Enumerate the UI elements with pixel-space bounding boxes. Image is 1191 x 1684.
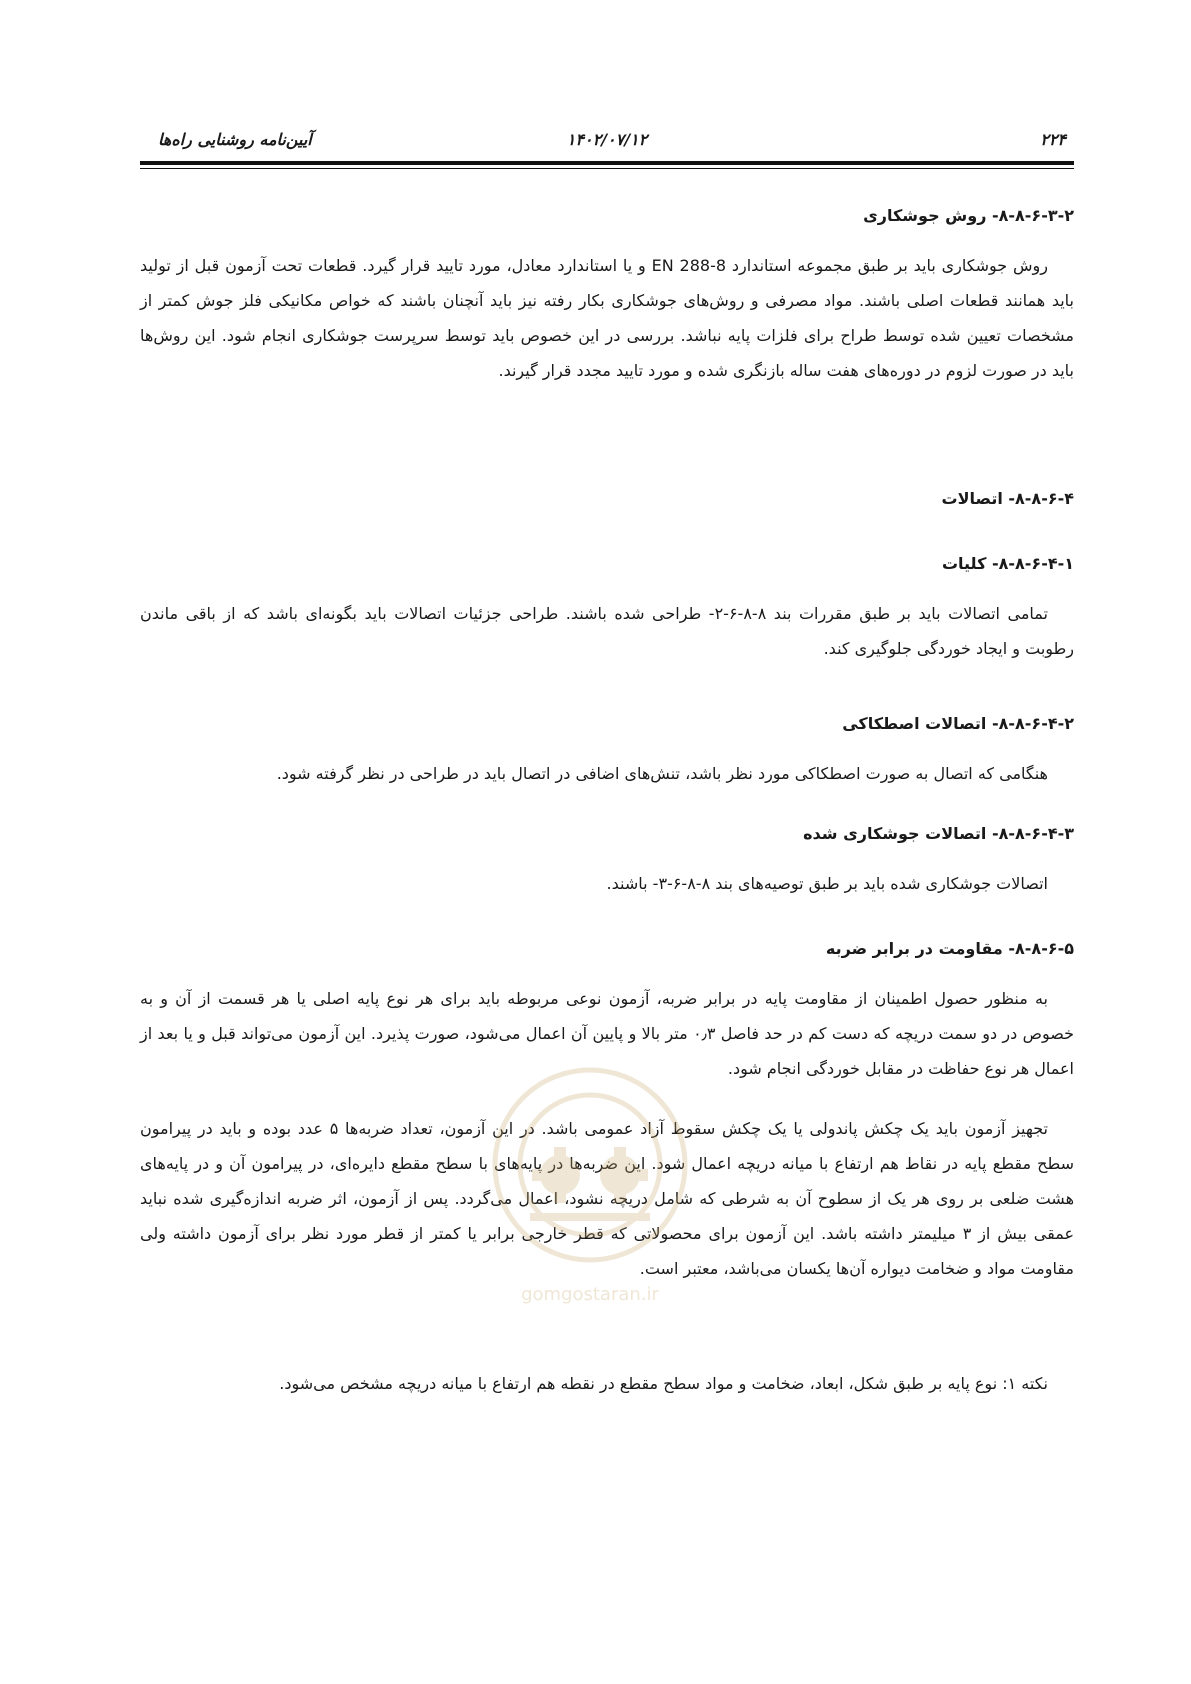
section-heading-general: ۸-۸-۶-۴-۱- کلیات: [941, 554, 1074, 573]
paragraph-welded-connections: اتصالات جوشکاری شده باید بر طبق توصیه‌های بند ۸-۸-۶-۳- باشند.: [606, 874, 1048, 893]
header-rule-thick: [140, 161, 1074, 165]
header-rule-thin: [140, 168, 1074, 169]
section-heading-friction-connections: ۸-۸-۶-۴-۲- اتصالات اصطکاکی: [842, 714, 1074, 733]
section-heading-welding-method: ۸-۸-۶-۳-۲- روش جوشکاری: [863, 206, 1074, 225]
header-date: ۱۴۰۲/۰۷/۱۲: [566, 130, 648, 149]
standard-code: EN 288-8: [651, 256, 727, 275]
paragraph-impact-resistance: به منظور حصول اطمینان از مقاومت پایه در برابر ضربه، آزمون نوعی مربوطه باید برای هر نوع پایه اصلی یا هر قسمت از آن و به خصوص در دو سمت دریچه که دست کم در حد فاصل ۰٫۳ متر بالا و پایین آن اعمال می‌شود، صورت پذیرد. این آزمون می‌تواند قبل و یا بعد از اعمال هر نوع حفاظت در مقابل خوردگی انجام شود.: [140, 989, 1075, 1078]
paragraph-welding-method: [140, 248, 1074, 388]
section-heading-connections: ۸-۸-۶-۴- اتصالات: [941, 489, 1074, 508]
page-number: ۲۲۴: [1040, 130, 1066, 149]
paragraph-part: و یا استاندارد معادل، مورد تایید قرار گیرد. قطعات تحت آزمون قبل از تولید باید همانند قطعات اصلی باشند. مواد مصرفی و روش‌های جوشکاری بکار رفته نیز باید آنچنان باشند که خواص مکانیکی فلز جوش کمتر از مشخصات تعیین شده توسط طراح برای فلزات پایه نباشد. بررسی در این خصوص باید توسط سرپرست جوشکاری انجام شود. این روش‌ها باید در صورت لزوم در دوره‌های هفت ساله بازنگری شده و مورد تایید مجدد قرار گیرند.: [140, 256, 1074, 380]
paragraph-general: تمامی اتصالات باید بر طبق مقررات بند ۸-۸-۶-۲- طراحی شده باشند. طراحی جزئیات اتصالات باید بگونه‌ای باشد که از باقی ماندن رطوبت و ایجاد خوردگی جلوگیری کند.: [140, 604, 1074, 658]
section-heading-welded-connections: ۸-۸-۶-۴-۳- اتصالات جوشکاری شده: [803, 824, 1074, 843]
document-title: آیین‌نامه روشنایی راه‌ها: [158, 130, 312, 149]
paragraph-test-equipment: تجهیز آزمون باید یک چکش پاندولی یا یک چکش سقوط آزاد عمومی باشد. در این آزمون، تعداد ضربه‌ها ۵ عدد بوده و باید در پیرامون سطح مقطع پایه در نقاط هم ارتفاع با میانه دریچه اعمال شود. این ضربه‌ها در پایه‌های با سطح مقطع دایره‌ای، در پیرامون آن و در پایه‌های هشت ضلعی بر روی هر یک از سطوح آن به شرطی که شامل دریچه نشود، اعمال می‌گردد. پس از آزمون، اثر ضربه اندازه‌گیری شده نباید عمقی بیش از ۳ میلیمتر داشته باشد. این آزمون برای محصولاتی که قطر خارجی برابر یا کمتر از قطر مورد نظر برای آزمون داشته ولی مقاومت مواد و ضخامت دیواره آن‌ها یکسان می‌باشد، معتبر است.: [140, 1119, 1074, 1278]
note-1: نکته ۱: نوع پایه بر طبق شکل، ابعاد، ضخامت و مواد سطح مقطع در نقطه هم ارتفاع با میانه دریچه مشخص می‌شود.: [279, 1374, 1048, 1393]
section-heading-impact-resistance: ۸-۸-۶-۵- مقاومت در برابر ضربه: [825, 939, 1074, 958]
paragraph-part: روش جوشکاری باید بر طبق مجموعه استاندارد: [731, 256, 1048, 275]
page-header: [140, 128, 1074, 154]
paragraph-friction-connections: هنگامی که اتصال به صورت اصطکاکی مورد نظر باشد، تنش‌های اضافی در اتصال باید در طراحی در نظر گرفته شود.: [276, 764, 1048, 783]
watermark-text: gomgostaran.ir: [521, 1284, 659, 1305]
